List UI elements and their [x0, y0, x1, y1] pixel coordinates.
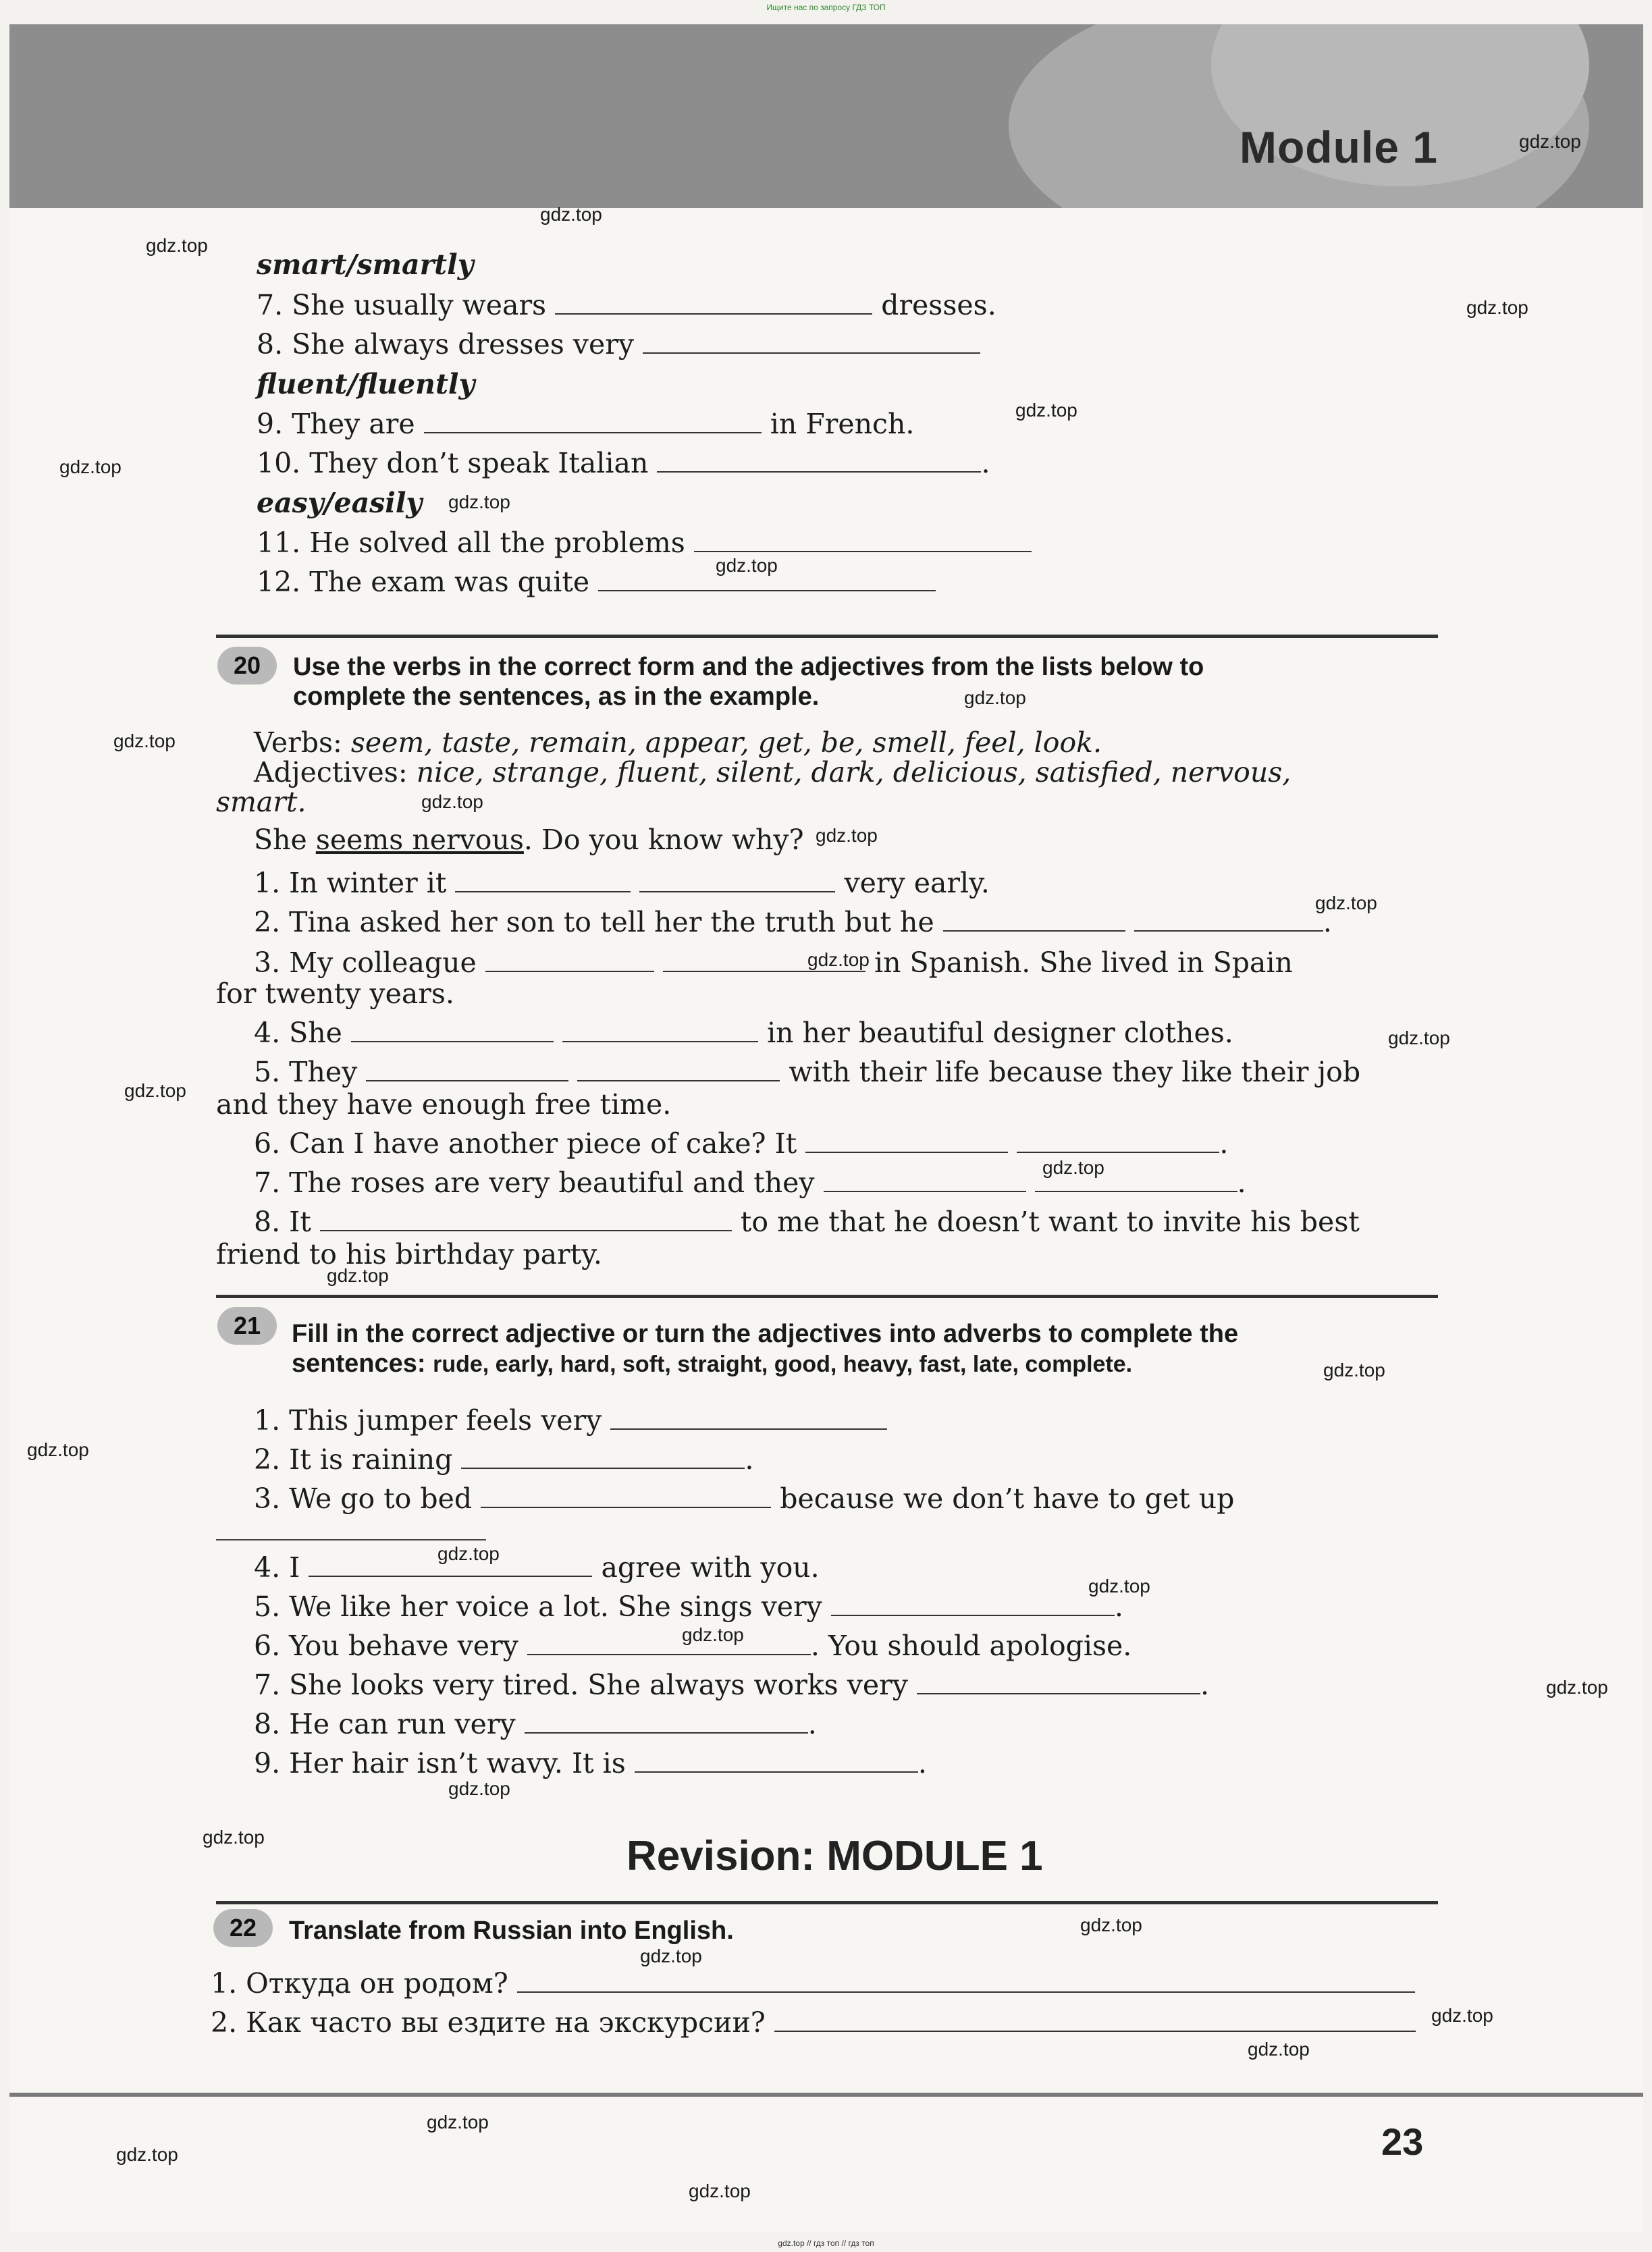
sentence	[254, 1551, 820, 1584]
list-words: nice, strange, fluent, silent, dark, delicious, satisfied, nervous,	[416, 756, 1291, 788]
watermark: gdz.top	[716, 555, 778, 576]
answer-blank[interactable]	[424, 409, 762, 433]
page-number: 23	[1381, 2120, 1424, 2163]
sentence-start: 4. She	[254, 1017, 342, 1049]
module-title: Module 1	[1240, 122, 1439, 172]
sentence-end: .	[981, 447, 990, 479]
sentence-end: agree with you.	[601, 1551, 820, 1584]
sentence-start: 10. They don’t speak Italian	[257, 447, 649, 479]
exercise-number: 20	[217, 647, 277, 685]
sentence	[257, 566, 936, 598]
answer-blank[interactable]	[562, 1018, 758, 1042]
adjectives-list	[254, 756, 1291, 788]
answer-blank[interactable]	[527, 1631, 811, 1655]
translation-question	[211, 1967, 1415, 2000]
sentence	[254, 1127, 1228, 1160]
instruction-text: sentences:	[292, 1349, 426, 1378]
list-label: Verbs:	[254, 726, 342, 759]
sentence-start: 11. He solved all the problems	[257, 527, 685, 559]
sentence-end: with their life because they like their job	[789, 1056, 1361, 1088]
answer-blank[interactable]	[461, 1445, 745, 1469]
watermark: gdz.top	[1315, 892, 1377, 913]
answer-blank[interactable]	[485, 948, 654, 972]
answer-blank[interactable]	[1134, 907, 1323, 932]
sentence	[254, 1482, 1234, 1515]
answer-blank[interactable]	[831, 1592, 1115, 1616]
watermark: gdz.top	[113, 730, 176, 751]
sentence-start: 4. I	[254, 1551, 300, 1584]
sentence	[254, 946, 1293, 979]
answer-blank[interactable]	[694, 528, 1032, 552]
sentence-start: 3. We go to bed	[254, 1482, 473, 1515]
sentence-end: .	[1237, 1167, 1246, 1199]
sentence-end: . You should apologise.	[810, 1630, 1132, 1662]
answer-blank[interactable]	[481, 1484, 771, 1508]
sentence-end: dresses.	[881, 289, 996, 321]
sentence-start: 7. She usually wears	[257, 289, 547, 321]
translation-question	[211, 2006, 1416, 2039]
answer-blank[interactable]	[774, 2008, 1416, 2032]
watermark: gdz.top	[1546, 1677, 1608, 1698]
sentence	[254, 1443, 753, 1476]
watermark: gdz.top	[427, 2112, 489, 2133]
watermark: gdz.top	[448, 491, 510, 512]
watermark: gdz.top	[1466, 297, 1528, 318]
revision-heading: Revision: MODULE 1	[627, 1833, 1043, 1879]
answer-blank[interactable]	[824, 1168, 1026, 1192]
sentence-end: . Do you know why?	[523, 824, 804, 856]
footer-rule	[9, 2093, 1643, 2097]
sentence-end: .	[1323, 906, 1332, 938]
sentence	[254, 867, 990, 899]
sentence-start: 8. She always dresses very	[257, 328, 634, 360]
watermark: gdz.top	[682, 1624, 744, 1645]
watermark: gdz.top	[59, 456, 122, 477]
answer-blank[interactable]	[805, 1129, 1008, 1153]
answer-blank[interactable]	[943, 907, 1125, 932]
sentence-end: very early.	[844, 867, 990, 899]
sentence-start: 2. Tina asked her son to tell her the truth but he	[254, 906, 934, 938]
answer-blank[interactable]	[555, 290, 872, 315]
sentence-end: .	[807, 1708, 817, 1740]
question-text: 2. Как часто вы ездите на экскурсии?	[211, 2006, 766, 2039]
sentence-start: 12. The exam was quite	[257, 566, 590, 598]
sentence	[254, 1404, 887, 1437]
word-pair: easy/easily	[257, 487, 423, 519]
sentence	[254, 1747, 927, 1779]
sentence	[254, 1056, 1360, 1088]
sentence-start: 2. It is raining	[254, 1443, 453, 1476]
sentence	[254, 1206, 1360, 1238]
watermark: gdz.top	[146, 235, 208, 256]
answer-blank[interactable]	[610, 1405, 887, 1430]
answer-blank[interactable]	[643, 329, 980, 354]
sentence-start: 3. My colleague	[254, 946, 477, 979]
sentence-end: .	[1114, 1590, 1123, 1623]
sentence-continuation: and they have enough free time.	[216, 1088, 672, 1121]
bottom-note: gdz.top // гдз топ // гдз топ	[778, 2238, 874, 2248]
watermark: gdz.top	[1042, 1157, 1104, 1178]
sentence-start: 9. They are	[257, 408, 415, 440]
sentence	[254, 1708, 817, 1740]
answer-blank[interactable]	[917, 1670, 1200, 1694]
answer-blank[interactable]	[1017, 1129, 1219, 1153]
sentence-start: 5. They	[254, 1056, 358, 1088]
sentence	[254, 1017, 1233, 1049]
exercise-instruction: Use the verbs in the correct form and the adjectives from the lists below to	[293, 653, 1204, 681]
verbs-list	[254, 726, 1102, 759]
answer-blank[interactable]	[366, 1057, 568, 1081]
sentence	[257, 447, 990, 479]
watermark: gdz.top	[640, 1946, 702, 1966]
watermark: gdz.top	[203, 1827, 265, 1848]
question-text: 1. Откуда он родом?	[211, 1967, 508, 2000]
watermark: gdz.top	[1015, 400, 1077, 421]
watermark: gdz.top	[540, 204, 602, 225]
exercise-instruction	[292, 1349, 1132, 1379]
watermark: gdz.top	[816, 825, 878, 846]
section-divider	[216, 1295, 1438, 1298]
sentence-start: She	[254, 824, 307, 856]
watermark: gdz.top	[1323, 1360, 1385, 1380]
sentence-end: in Spanish. She lived in Spain	[874, 946, 1293, 979]
sentence-end: .	[745, 1443, 754, 1476]
watermark: gdz.top	[448, 1778, 510, 1799]
watermark: gdz.top	[1431, 2005, 1493, 2026]
sentence-end: .	[1200, 1669, 1210, 1701]
watermark: gdz.top	[437, 1543, 500, 1564]
watermark: gdz.top	[421, 791, 483, 812]
list-label: Adjectives:	[254, 756, 408, 788]
sentence-end: to me that he doesn’t want to invite his best	[740, 1206, 1360, 1238]
sentence-continuation: for twenty years.	[216, 977, 454, 1010]
answer-blank[interactable]	[577, 1057, 780, 1081]
sentence-start: 1. This jumper feels very	[254, 1404, 602, 1437]
sentence-end: .	[917, 1747, 927, 1779]
answer-blank[interactable]	[320, 1207, 732, 1231]
answer-blank[interactable]	[455, 868, 631, 892]
answer-blank[interactable]	[351, 1018, 554, 1042]
sentence-start: 5. We like her voice a lot. She sings very	[254, 1590, 822, 1623]
sentence	[257, 408, 914, 440]
sentence	[257, 289, 996, 321]
exercise-instruction: complete the sentences, as in the example.	[293, 682, 820, 711]
sentence-start: 6. You behave very	[254, 1630, 518, 1662]
sentence-start: 6. Can I have another piece of cake? It	[254, 1127, 797, 1160]
example-sentence	[254, 824, 804, 856]
sentence-start: 1. In winter it	[254, 867, 447, 899]
watermark: gdz.top	[1088, 1576, 1150, 1597]
section-divider	[216, 1901, 1438, 1904]
watermark: gdz.top	[807, 949, 870, 970]
page-header	[9, 24, 1643, 208]
sentence-end: because we don’t have to get up	[780, 1482, 1235, 1515]
watermark: gdz.top	[964, 687, 1026, 708]
watermark: gdz.top	[124, 1080, 186, 1101]
sentence-start: 9. Her hair isn’t wavy. It is	[254, 1747, 626, 1779]
watermark: gdz.top	[1388, 1027, 1450, 1048]
answer-blank[interactable]	[635, 1748, 918, 1773]
watermark: gdz.top	[1080, 1914, 1142, 1935]
sentence-end: in French.	[770, 408, 915, 440]
sentence	[257, 328, 980, 360]
answer-blank[interactable]	[639, 868, 835, 892]
exercise-number: 22	[213, 1909, 273, 1947]
sentence	[254, 1669, 1209, 1701]
exercise-instruction: Fill in the correct adjective or turn the adjectives into adverbs to complete the	[292, 1320, 1239, 1348]
example-answer: seems nervous	[315, 824, 524, 856]
answer-blank[interactable]	[525, 1709, 808, 1734]
word-pair: fluent/fluently	[257, 368, 475, 400]
sentence-start: 7. She looks very tired. She always works very	[254, 1669, 908, 1701]
sentence-start: 7. The roses are very beautiful and they	[254, 1167, 815, 1199]
watermark: gdz.top	[1519, 131, 1581, 152]
list-words: smart.	[216, 786, 307, 818]
watermark: gdz.top	[689, 2180, 751, 2201]
answer-blank[interactable]	[657, 448, 981, 473]
sentence-end: .	[1219, 1127, 1229, 1160]
sentence-continuation: friend to his birthday party.	[216, 1238, 602, 1270]
sentence-end: in her beautiful designer clothes.	[767, 1017, 1233, 1049]
exercise-instruction: Translate from Russian into English.	[289, 1916, 734, 1945]
answer-blank[interactable]	[216, 1539, 486, 1540]
sentence	[254, 906, 1332, 938]
watermark: gdz.top	[327, 1265, 389, 1286]
sentence	[257, 527, 1032, 559]
word-list: rude, early, hard, soft, straight, good, heavy, fast, late, complete.	[433, 1351, 1133, 1377]
watermark: gdz.top	[116, 2144, 178, 2165]
word-pair: smart/smartly	[257, 248, 474, 281]
exercise-number: 21	[217, 1307, 277, 1345]
sentence-start: 8. It	[254, 1206, 311, 1238]
sentence-start: 8. He can run very	[254, 1708, 516, 1740]
top-search-note: Ищите нас по запросу ГДЗ ТОП	[766, 3, 886, 12]
answer-blank[interactable]	[517, 1968, 1415, 1993]
watermark: gdz.top	[1248, 2039, 1310, 2060]
sentence	[254, 1590, 1123, 1623]
list-words: seem, taste, remain, appear, get, be, smell, feel, look.	[350, 726, 1102, 759]
section-divider	[216, 635, 1438, 638]
watermark: gdz.top	[27, 1439, 89, 1460]
